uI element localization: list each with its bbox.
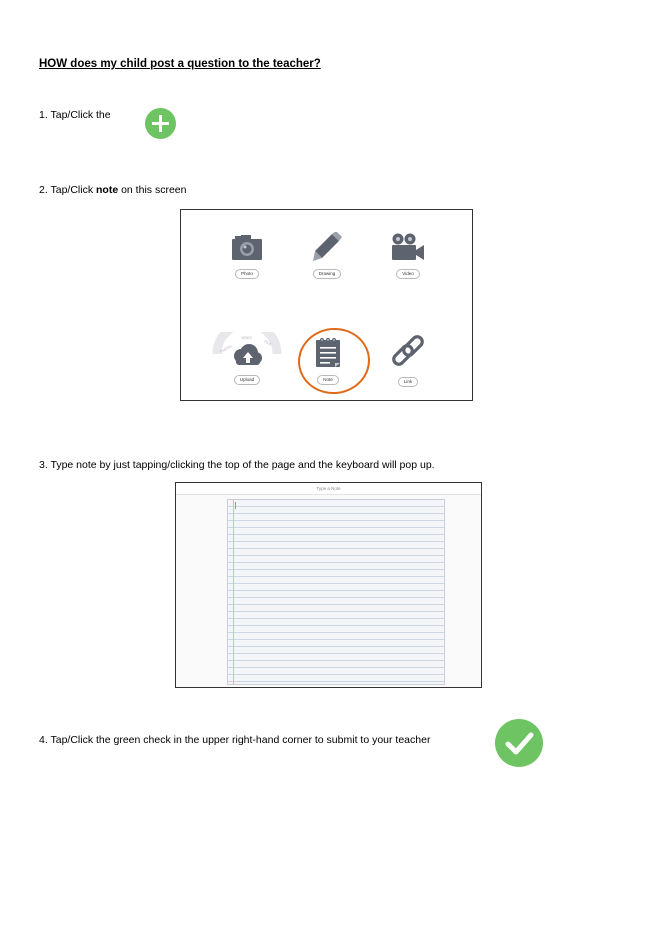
video-label: Video <box>396 269 419 279</box>
step-3-text: 3. Type note by just tapping/clicking the top of the page and the keyboard will pop up. <box>39 459 435 471</box>
pencil-icon <box>310 232 344 262</box>
upload-option[interactable] <box>209 332 285 386</box>
note-label: Note <box>317 375 339 385</box>
text-caret <box>235 502 236 509</box>
upload-label: Upload <box>234 375 260 385</box>
upload-cloud-icon <box>209 332 285 368</box>
photo-label: Photo <box>235 269 259 279</box>
video-option[interactable] <box>378 232 438 280</box>
video-camera-icon <box>389 232 427 262</box>
page-title: HOW does my child post a question to the teacher? <box>39 58 321 70</box>
camera-icon <box>230 232 264 262</box>
upload-fan-file: FILE <box>263 339 273 347</box>
note-paper[interactable] <box>227 499 445 685</box>
paper-margin-line <box>233 500 234 684</box>
plus-circle-icon[interactable] <box>145 108 176 139</box>
drawing-label: Drawing <box>313 269 342 279</box>
link-option[interactable] <box>378 334 438 388</box>
post-options-screenshot <box>180 209 473 401</box>
step-2-pre: 2. Tap/Click <box>39 184 96 196</box>
drawing-option[interactable] <box>297 232 357 280</box>
check-circle-icon[interactable] <box>495 719 543 767</box>
step-2-post: on this screen <box>118 184 187 196</box>
note-title-bar[interactable]: Type a Note <box>176 483 481 495</box>
step-2-bold: note <box>96 184 119 196</box>
chain-link-icon <box>388 334 428 370</box>
step-2-text <box>39 184 186 196</box>
step-4-text: 4. Tap/Click the green check in the upper right-hand corner to submit to your teacher <box>39 734 431 746</box>
upload-fan-video: VIDEO <box>241 336 253 340</box>
photo-option[interactable] <box>217 232 277 280</box>
note-editor-screenshot <box>175 482 482 688</box>
link-label: Link <box>398 377 418 387</box>
upload-fan-photo: PHOTO <box>219 344 233 354</box>
step-1-text: 1. Tap/Click the <box>39 109 111 121</box>
